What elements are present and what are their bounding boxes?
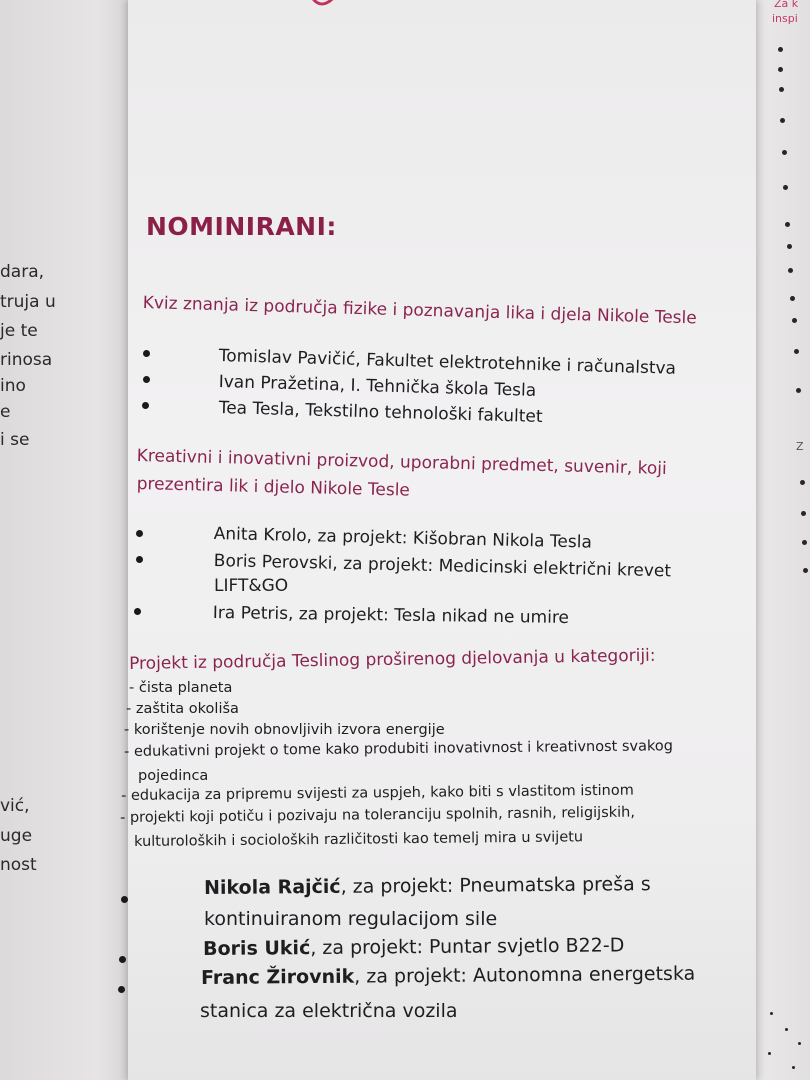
nominee-detail: , za projekt: Autonomna energetska [354,962,696,988]
nominee-detail-continued: kontinuiranom regulacijom sile [204,908,498,930]
category-title-creative: Kreativni i inovativni proizvod, uporabni predmet, suvenir, koji [136,446,667,479]
nominee-detail: , Fakultet elektrotehnike i računalstva [355,349,677,379]
decorative-dot [787,244,792,249]
category-subitem: - korištenje novih obnovljivih izvora energije [124,722,445,738]
left-text-fragment: rinosa [0,350,53,370]
decorative-dot [794,349,799,354]
right-text-fragment: inspi [772,12,798,25]
bullet-icon [134,608,141,615]
left-text-fragment: nost [0,855,37,875]
decorative-dot [779,87,784,92]
decorative-dot [802,540,807,545]
nominee-name: Franc Žirovnik [201,965,355,989]
nominee-name: Tea Tesla [218,398,295,421]
decorative-dot [788,268,793,273]
logo-swoosh-icon [300,0,360,20]
nominee-name: Boris Ukić [203,937,311,960]
left-text-fragment: uge [0,826,33,846]
right-text-fragment: Z [796,440,804,453]
bullet-icon [136,556,143,563]
nominee-detail: , za projekt: Pneumatska preša s [340,873,651,898]
category-subitem: - projekti koji potiču i pozivaju na toleranciju spolnih, rasnih, religijskih, [120,804,636,826]
nominee-item [201,963,695,989]
decorative-dot [792,1066,795,1069]
decorative-dot [796,388,801,393]
decorative-dot [778,67,783,72]
nominee-detail: , za projekt: Puntar svjetlo B22-D [310,934,625,960]
left-text-fragment: vić, [0,796,30,816]
nominee-detail-continued: LIFT&GO [214,576,289,596]
category-title-quiz: Kviz znanja iz područja fizike i poznavanja lika i djela Nikole Tesle [142,293,697,329]
nominee-name: Tomislav Pavičić [218,346,356,370]
nominee-name: Ira Petris [212,603,289,625]
decorative-dot [770,1012,773,1015]
decorative-dot [792,318,797,323]
decorative-dot [801,511,806,516]
left-page [0,0,140,1080]
bullet-icon [143,350,150,357]
decorative-dot [785,1028,788,1031]
bullet-icon [121,896,128,903]
category-subitem: - čista planeta [129,680,233,696]
category-subitem: pojedinca [138,768,209,784]
category-subitem: - edukacija za pripremu svijesti za uspjeh, kako biti s vlastitom istinom [121,782,634,804]
left-text-fragment: je te [0,321,38,341]
category-subitem: - zaštita okoliša [126,701,239,717]
nominee-detail-continued: stanica za električna vozila [200,1000,458,1022]
right-text-fragment: Za k [774,0,799,10]
decorative-dot [782,150,787,155]
nominee-name: Anita Krolo [213,524,307,547]
nominee-detail: , Tekstilno tehnološki fakultet [294,400,543,428]
bullet-icon [142,402,149,409]
left-text-fragment: dara, [0,262,45,282]
decorative-dot [803,568,808,573]
bullet-icon [118,986,125,993]
nominee-name: Ivan Pražetina [218,372,340,396]
left-text-fragment: ino [0,376,26,396]
decorative-dot [800,480,805,485]
left-text-fragment: truja u [0,292,56,312]
decorative-dot [780,118,785,123]
decorative-dot [785,222,790,227]
bullet-icon [119,956,126,963]
decorative-dot [798,1042,801,1045]
nominee-detail: , za projekt: Tesla nikad ne umire [287,604,570,628]
nominee-name: Nikola Rajčić [204,875,341,899]
category-subitem: - edukativni projekt o tome kako produbiti inovativnost i kreativnost svakog [124,738,673,760]
nominee-item [204,873,651,899]
nominee-name: Boris Perovski [213,551,333,574]
category-title-extended: Projekt iz područja Teslinog proširenog djelovanja u kategoriji: [129,645,656,674]
bullet-icon [136,530,143,537]
category-subitem: kulturoloških i socioloških različitosti kao temelj mira u svijetu [134,829,584,850]
nominee-item [203,934,624,960]
decorative-dot [778,47,783,52]
page-title: NOMINIRANI: [146,212,337,241]
left-text-fragment: i se [0,430,30,450]
decorative-dot [790,296,795,301]
category-title-creative-line2: prezentira lik i djelo Nikole Tesle [136,474,411,501]
bullet-icon [143,376,150,383]
decorative-dot [783,185,788,190]
nominee-detail: , za projekt: Kišobran Nikola Tesla [306,526,593,553]
nominee-detail: , za projekt: Medicinski električni krevet [332,553,672,582]
nominee-detail: , I. Tehnička škola Tesla [339,375,537,401]
decorative-dot [768,1052,771,1055]
left-text-fragment: e [0,402,11,422]
